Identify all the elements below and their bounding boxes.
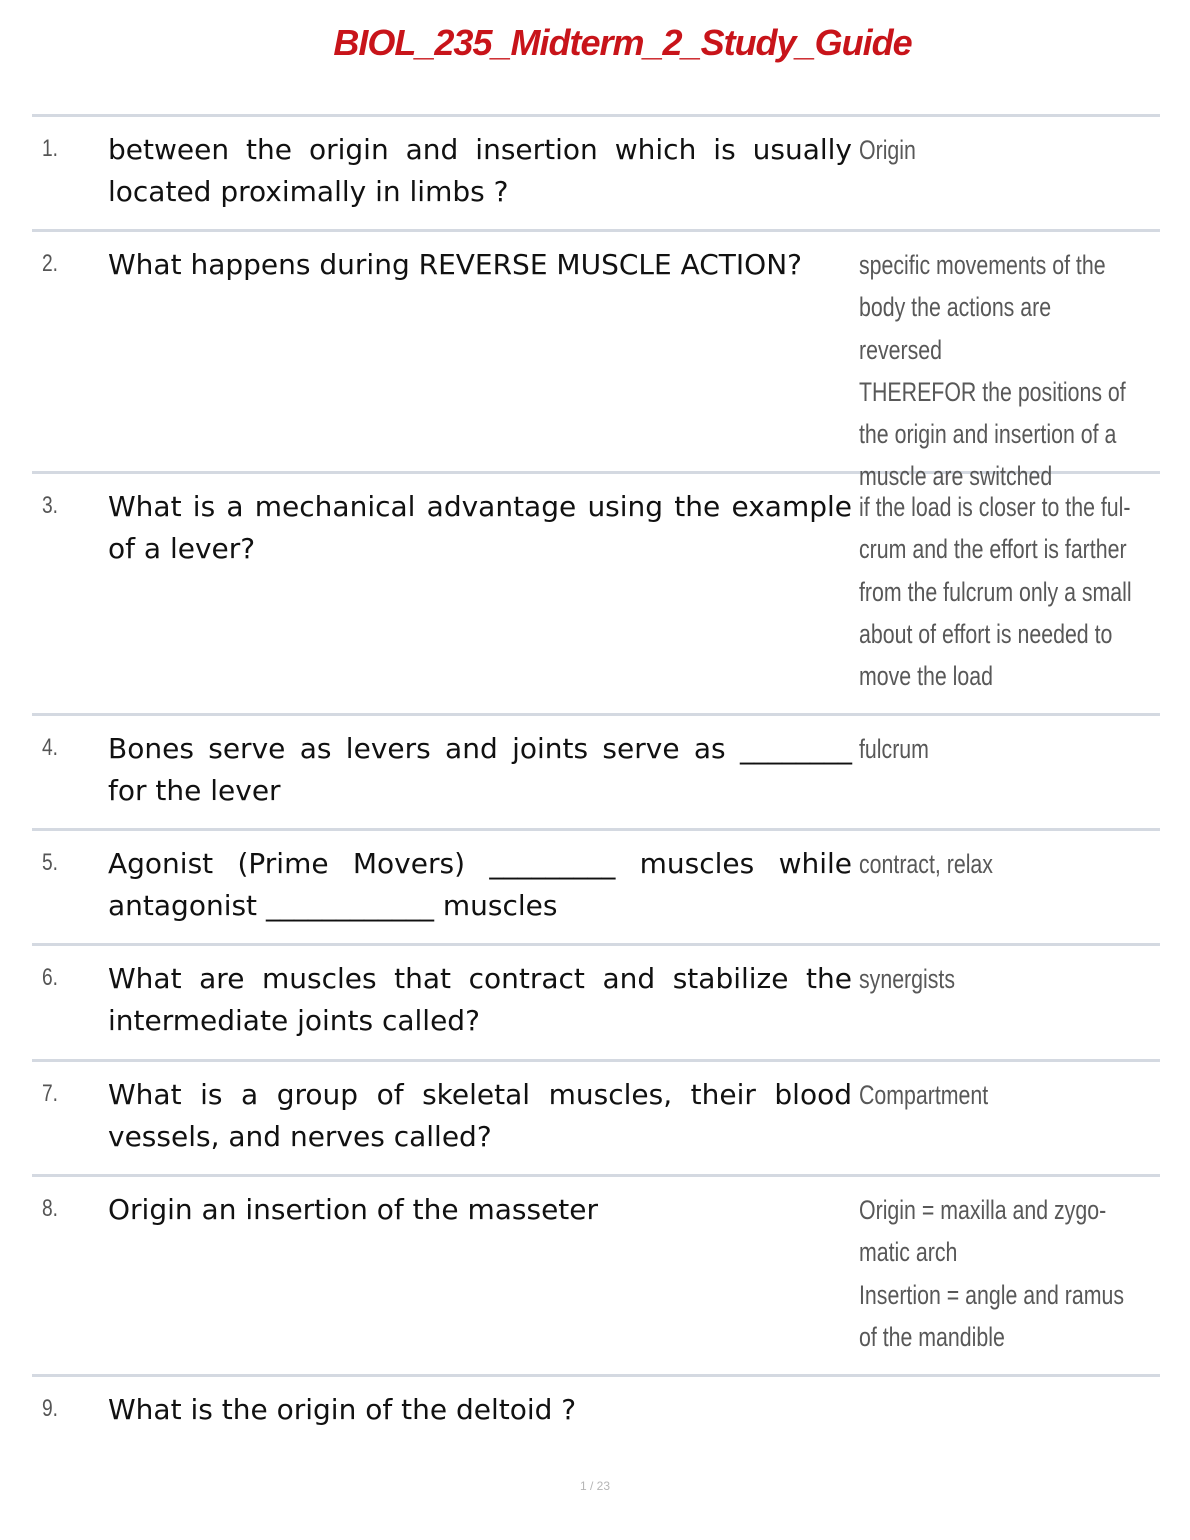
- item-question: between the origin and insertion which is usually located proximally in limbs ?: [108, 133, 852, 208]
- item-question: Agonist (Prime Movers) _________ muscles while antagonist ____________ muscles: [108, 847, 852, 922]
- qa-item: [32, 1062, 1160, 1177]
- item-question: Bones serve as levers and joints serve as ________ for the lever: [108, 732, 852, 807]
- item-number: 6.: [42, 964, 59, 991]
- qa-item: [32, 716, 1160, 831]
- item-question: What is the origin of the deltoid ?: [108, 1393, 577, 1426]
- item-answer: fulcrum: [859, 734, 929, 764]
- qa-item: [32, 232, 1160, 492]
- item-question: What happens during REVERSE MUSCLE ACTION?: [108, 248, 803, 281]
- item-question: What are muscles that contract and stabilize the intermediate joints called?: [108, 962, 852, 1037]
- item-number: 5.: [42, 849, 59, 876]
- item-answer: specific movements of the body the actions are reversed THEREFOR the positions of the origin and insertion of a muscle are switched: [859, 250, 1126, 492]
- qa-item: [32, 946, 1160, 1062]
- item-number: 2.: [42, 250, 59, 277]
- item-answer: Compartment: [859, 1080, 989, 1110]
- item-number: 8.: [42, 1195, 59, 1222]
- qa-list: [32, 114, 1160, 1457]
- item-question: Origin an insertion of the masseter: [108, 1193, 599, 1226]
- item-question: What is a mechanical advantage using the example of a lever?: [108, 490, 852, 565]
- item-answer: Origin: [859, 135, 916, 165]
- item-number: 9.: [42, 1395, 59, 1422]
- page-indicator: 1 / 23: [579, 1479, 611, 1493]
- qa-item: [32, 1177, 1160, 1377]
- item-number: 1.: [42, 135, 59, 162]
- qa-item: [32, 1377, 1160, 1457]
- qa-item: [32, 117, 1160, 232]
- item-number: 7.: [42, 1080, 59, 1107]
- qa-item: [32, 474, 1160, 716]
- qa-item: [32, 831, 1160, 946]
- item-answer: if the load is closer to the ful- crum and the effort is farther from the fulcrum only a small about of effort is needed to move the load: [859, 492, 1132, 692]
- item-answer: synergists: [859, 964, 956, 994]
- item-number: 3.: [42, 492, 59, 519]
- item-number: 4.: [42, 734, 59, 761]
- item-question: What is a group of skeletal muscles, their blood vessels, and nerves called?: [108, 1078, 852, 1153]
- document-title: BIOL_235_Midterm_2_Study_Guide: [333, 22, 912, 63]
- item-answer: contract, relax: [859, 849, 993, 879]
- item-answer: Origin = maxilla and zygo- matic arch Insertion = angle and ramus of the mandible: [859, 1195, 1125, 1352]
